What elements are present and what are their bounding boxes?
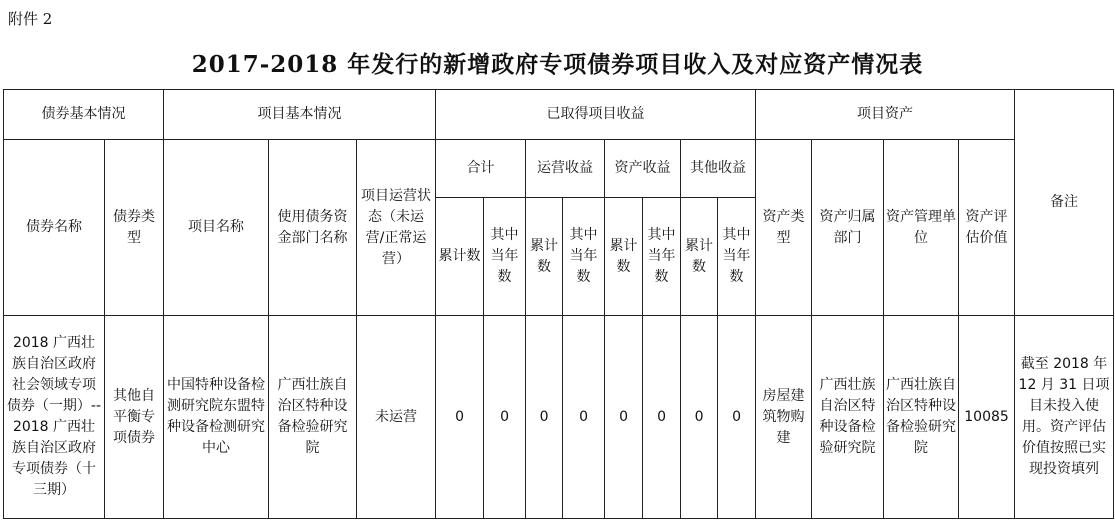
header-bond-type: 债券类型 [105, 140, 164, 316]
header-op-cumulative: 累计数 [526, 198, 563, 316]
asset-revenue-table [3, 89, 1114, 519]
subgroup-operating: 运营收益 [526, 140, 605, 198]
cell-remarks: 截至 2018 年 12 月 31 日项目未投入使用。资产评估价值按照已实现投资填列 [1015, 316, 1114, 519]
cell-asset-type: 房屋建筑物购建 [756, 316, 812, 519]
cell-total-current: 0 [484, 316, 526, 519]
subgroup-asset: 资产收益 [605, 140, 681, 198]
header-other-current: 其中当年数 [718, 198, 756, 316]
subgroup-total: 合计 [436, 140, 526, 198]
cell-dept: 广西壮族自治区特种设备检验研究院 [269, 316, 357, 519]
header-asset-value: 资产评估价值 [959, 140, 1015, 316]
group-revenue: 已取得项目收益 [436, 90, 756, 140]
cell-bond-name: 2018 广西壮族自治区政府社会领域专项债券（一期）--2018 广西壮族自治区政府专项债券（十三期） [4, 316, 105, 519]
group-bond-basic: 债券基本情况 [4, 90, 164, 140]
header-asset-type: 资产类型 [756, 140, 812, 316]
group-project-basic: 项目基本情况 [164, 90, 436, 140]
header-asset-current: 其中当年数 [643, 198, 681, 316]
page-title: 2017-2018 年发行的新增政府专项债券项目收入及对应资产情况表 [191, 51, 924, 78]
header-other-cumulative: 累计数 [681, 198, 718, 316]
cell-asset-current: 0 [643, 316, 681, 519]
header-total-cumulative: 累计数 [436, 198, 484, 316]
header-bond-name: 债券名称 [4, 140, 105, 316]
header-asset-owner: 资产归属部门 [812, 140, 884, 316]
cell-op-cumulative: 0 [526, 316, 563, 519]
header-project-name: 项目名称 [164, 140, 269, 316]
attachment-label: 附件 2 [8, 10, 53, 28]
cell-op-current: 0 [563, 316, 605, 519]
header-remarks: 备注 [1015, 90, 1114, 316]
group-assets: 项目资产 [756, 90, 1015, 140]
cell-status: 未运营 [357, 316, 436, 519]
cell-bond-type: 其他自平衡专项债券 [105, 316, 164, 519]
header-op-current: 其中当年数 [563, 198, 605, 316]
cell-other-cumulative: 0 [681, 316, 718, 519]
cell-project-name: 中国特种设备检测研究院东盟特种设备检测研究中心 [164, 316, 269, 519]
header-total-current: 其中当年数 [484, 198, 526, 316]
header-asset-manager: 资产管理单位 [884, 140, 959, 316]
header-status: 项目运营状态（未运营/正常运营） [357, 140, 436, 316]
subgroup-other: 其他收益 [681, 140, 756, 198]
cell-asset-cumulative: 0 [605, 316, 643, 519]
cell-asset-value: 10085 [959, 316, 1015, 519]
header-row-groups [4, 90, 1114, 140]
header-asset-cumulative: 累计数 [605, 198, 643, 316]
cell-asset-owner: 广西壮族自治区特种设备检验研究院 [812, 316, 884, 519]
cell-other-current: 0 [718, 316, 756, 519]
header-dept: 使用债务资金部门名称 [269, 140, 357, 316]
cell-total-cumulative: 0 [436, 316, 484, 519]
cell-asset-manager: 广西壮族自治区特种设备检验研究院 [884, 316, 959, 519]
header-row-subgroups [4, 140, 1114, 198]
table-row [4, 316, 1114, 519]
